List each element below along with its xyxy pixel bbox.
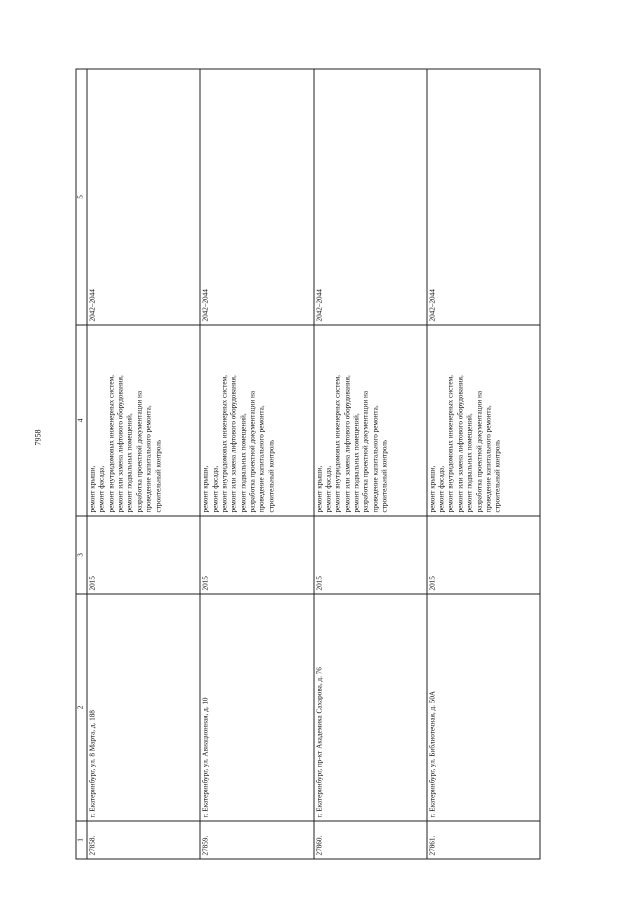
work-item: строительный контроль [267,439,276,513]
year-cell: 2015 [87,516,200,594]
column-header: 2 [76,594,87,821]
work-item: проведение капитального ремонта, [144,405,153,513]
column-header: 3 [76,516,87,594]
column-header: 4 [76,325,87,516]
work-item: разработка проектной документации на [135,390,144,513]
work-item: ремонт или замена лифтового оборудования, [229,375,238,513]
work-item: разработка проектной документации на [361,390,370,513]
work-item: ремонт подвальных помещений, [239,413,248,513]
address-cell: г. Екатеринбург, пр-кт Академика Сахарова, д. 76 [314,594,427,821]
work-item: ремонт крыши, [315,465,323,513]
work-item: ремонт крыши, [201,465,210,513]
repair-schedule-table [76,69,541,860]
work-item: ремонт крыши, [88,465,97,513]
row-number: 27861. [427,821,540,859]
works-list [89,329,164,513]
address-cell: г. Екатеринбург, ул. 8 Марта, д. 188 [87,594,200,821]
period-cell: 2042–2044 [427,69,540,325]
row-number: 27859. [200,821,313,859]
work-item: ремонт крыши, [428,465,437,513]
work-item: ремонт подвальных помещений, [352,413,361,513]
page-number: 7958 [33,429,43,446]
row-number: 27860. [314,821,427,859]
work-item: строительный контроль [154,439,163,513]
table-row [314,69,427,859]
work-item: ремонт фасада, [97,465,106,513]
work-item: ремонт или замена лифтового оборудования, [456,375,465,513]
table-row [200,69,313,859]
work-item: ремонт подвальных помещений, [465,413,474,513]
work-item: ремонт внутридомовых инженерных систем, [446,375,455,513]
row-number: 27858. [87,821,200,859]
work-item: проведение капитального ремонта, [371,405,380,513]
work-item: строительный контроль [380,439,389,513]
work-item: ремонт подвальных помещений, [125,413,134,513]
year-cell: 2015 [200,516,313,594]
work-item: ремонт фасада, [437,465,446,513]
work-item: разработка проектной документации на [248,390,257,513]
works-cell [87,325,200,516]
address-cell: г. Екатеринбург, ул. Библиотечная, д. 50А [427,594,540,821]
period-cell: 2042–2044 [87,69,200,325]
works-list [202,329,277,513]
work-item: проведение капитального ремонта, [484,405,493,513]
period-cell: 2042–2044 [314,69,427,325]
works-cell [314,325,427,516]
column-header: 1 [76,821,87,859]
work-item: ремонт или замена лифтового оборудования, [116,375,125,513]
work-item: ремонт внутридомовых инженерных систем, [220,375,229,513]
header-row [76,69,87,859]
work-item: ремонт внутридомовых инженерных систем, [333,375,342,513]
work-item: разработка проектной документации на [475,390,484,513]
work-item: проведение капитального ремонта, [257,405,266,513]
works-list [315,329,390,513]
table-row [87,69,200,859]
work-item: ремонт или замена лифтового оборудования, [343,375,352,513]
works-cell [200,325,313,516]
works-list [428,329,503,513]
works-cell [427,325,540,516]
work-item: ремонт внутридомовых инженерных систем, [107,375,116,513]
address-cell: г. Екатеринбург, ул. Авиационная, д. 10 [200,594,313,821]
year-cell: 2015 [314,516,427,594]
work-item: ремонт фасада, [324,465,333,513]
year-cell: 2015 [427,516,540,594]
period-cell: 2042–2044 [200,69,313,325]
work-item: ремонт фасада, [211,465,220,513]
table-row [427,69,540,859]
column-header: 5 [76,69,87,325]
work-item: строительный контроль [493,439,502,513]
rotated-table-frame [76,70,541,860]
